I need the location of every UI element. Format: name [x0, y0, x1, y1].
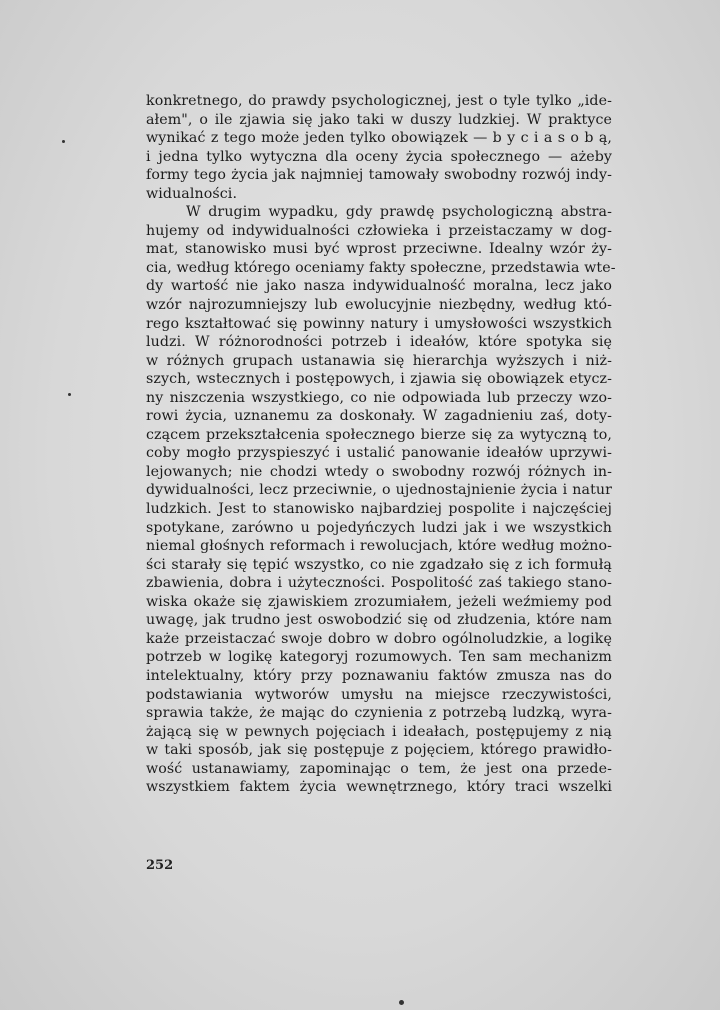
text-line: podstawiania wytworów umysłu na miejsce rzeczywistości, — [146, 686, 612, 703]
text-line: potrzeb w logikę kategoryj rozumowych. Ten sam mechanizm — [146, 649, 612, 666]
text-line: hujemy od indywidualności człowieka i przeistaczamy w dog- — [146, 222, 612, 239]
text-line: niemal głośnych reformach i rewolucjach, które według możno- — [146, 538, 612, 555]
text-line: każe przeistaczać swoje dobro w dobro ogólnoludzkie, a logikę — [146, 630, 612, 647]
text-line: wość ustanawiamy, zapominając o tem, że jest ona przede- — [146, 760, 612, 777]
text-line: wzór najrozumniejszy lub ewolucyjnie niezbędny, według któ- — [146, 297, 612, 314]
text-line: w różnych grupach ustanawia się hierarchja wyższych i niż- — [146, 352, 612, 369]
text-line: żającą się w pewnych pojęciach i ideałach, postępujemy z nią — [146, 723, 612, 740]
text-line: szych, wstecznych i postępowych, i zjawia się obowiązek etycz- — [146, 371, 612, 388]
text-line: cia, według którego oceniamy fakty społeczne, przedstawia wte- — [146, 259, 616, 276]
text-line: zbawienia, dobra i użyteczności. Pospolitość zaś takiego stano- — [146, 575, 612, 592]
scan-speck — [399, 1000, 404, 1005]
body-text — [146, 92, 616, 797]
scan-speck — [62, 140, 65, 143]
text-line: W drugim wypadku, gdy prawdę psychologiczną abstra- — [186, 204, 612, 221]
text-line: rowi życia, uznanemu za doskonały. W zagadnieniu zaś, doty- — [146, 408, 612, 425]
text-line: mat, stanowisko musi być wprost przeciwne. Idealny wzór ży- — [146, 241, 612, 258]
text-line: lejowanych; nie chodzi wtedy o swobodny rozwój różnych in- — [146, 463, 612, 480]
text-line: ści starały się tępić wszystko, co nie zgadzało się z ich formułą — [146, 556, 612, 573]
text-line: w taki sposób, jak się postępuje z pojęciem, którego prawidło- — [146, 742, 612, 759]
text-line: uwagę, jak trudno jest oswobodzić się od złudzenia, które nam — [146, 612, 612, 629]
text-line: dywidualności, lecz przeciwnie, o ujednostajnienie życia i natur — [146, 482, 612, 499]
text-line: dy wartość nie jako nasza indywidualność moralna, lecz jako — [146, 278, 612, 295]
scan-speck — [68, 393, 71, 396]
text-line: spotykane, zarówno u pojedyńczych ludzi jak i we wszystkich — [146, 519, 612, 536]
page-number: 252 — [146, 858, 174, 873]
text-line: ludzi. W różnorodności potrzeb i ideałów, które spotyka się — [146, 334, 612, 351]
text-line: konkretnego, do prawdy psychologicznej, jest o tyle tylko „ide- — [146, 93, 612, 109]
text-line: czącem przekształcenia społecznego bierze się za wytyczną to, — [146, 426, 612, 443]
text-line: widualności. — [146, 185, 238, 202]
text-line: rego kształtować się powinny natury i umysłowości wszystkich — [146, 315, 612, 332]
text-line: formy tego życia jak najmniej tamowały swobodny rozwój indy- — [146, 167, 612, 184]
text-line: wszystkiem faktem życia wewnętrznego, który traci wszelki — [146, 779, 612, 796]
text-line: sprawia także, że mając do czynienia z potrzebą ludzką, wyra- — [146, 705, 612, 722]
text-line: ałem", o ile zjawia się jako taki w duszy ludzkiej. W praktyce — [146, 111, 612, 128]
text-line: wiska okaże się zjawiskiem zrozumiałem, jeżeli weźmiemy pod — [146, 593, 612, 610]
text-line: i jedna tylko wytyczna dla oceny życia społecznego — ażeby — [146, 148, 612, 165]
text-line: coby mogło przyspieszyć i ustalić panowanie ideałów uprzywi- — [146, 445, 612, 462]
text-line: intelektualny, który przy poznawaniu faktów zmusza nas do — [146, 667, 612, 684]
text-line: ludzkich. Jest to stanowisko najbardziej pospolite i najczęściej — [146, 501, 612, 518]
text-line: wynikać z tego może jeden tylko obowiązek — b y c i a s o b ą, — [146, 130, 612, 147]
text-line: ny niszczenia wszystkiego, co nie odpowiada lub przeczy wzo- — [146, 389, 612, 406]
